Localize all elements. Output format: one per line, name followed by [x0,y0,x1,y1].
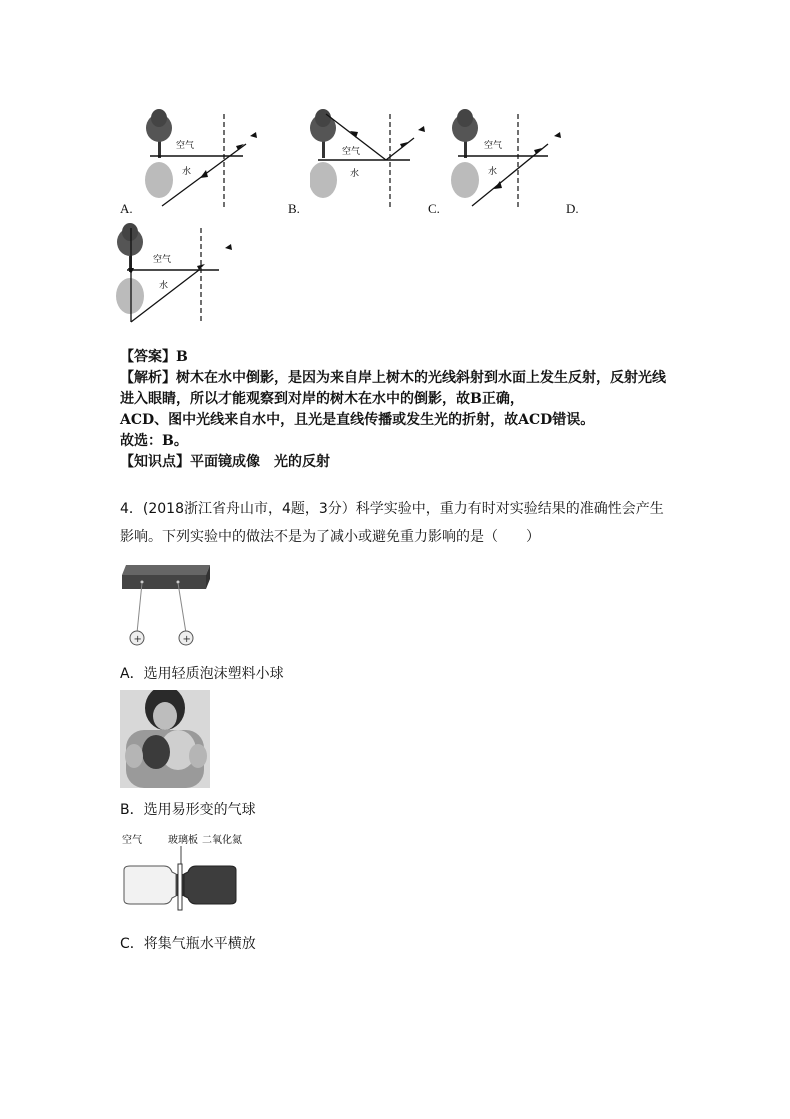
answer-label: 【答案】 [120,349,176,365]
knowledge-line [120,452,330,472]
tree-icon [145,109,173,198]
question4-line-1: 4．(2018浙江省舟山市，4题，3分）科学实验中，重力有时对实验结果的准确性会产生 [120,501,664,517]
option-a-diagram [138,108,268,210]
knowledge-label: 【知识点】 [120,454,190,470]
eye-icon [225,244,232,250]
air-label: 空气 [484,141,503,151]
water-label: 水 [159,281,169,291]
analysis-text-1: 树木在水中倒影，是因为来自岸上树木的光线斜射到水面上发生反射，反射光线 [176,370,666,386]
conclusion-line: 故选：B。 [120,433,188,449]
question4-option-b: B．选用易形变的气球 [120,802,256,818]
option-c-letter: C. [428,201,440,216]
answer-value: B [176,349,188,365]
water-label: 水 [182,167,192,177]
eye-icon [554,132,561,138]
option-d-diagram [115,222,245,324]
question4-option-a: A．选用轻质泡沫塑料小球 [120,666,284,682]
analysis-line-3: ACD、图中光线来自水中，且光是直线传播或发生光的折射，故ACD错误。 [120,412,595,428]
balloon-photo [120,690,210,788]
eye-icon [250,132,257,138]
analysis-line-1 [120,368,666,388]
answer-line [120,347,188,367]
svg-text:+: + [133,634,142,645]
svg-text:+: + [182,634,191,645]
question4-line-2: 影响。下列实验中的做法不是为了减小或避免重力影响的是（ ） [120,529,540,545]
water-label: 水 [350,169,360,179]
water-label: 水 [488,167,498,177]
air-label: 空气 [342,147,361,157]
gas-bottles-diagram [118,830,250,922]
analysis-line-2: 进入眼睛，所以才能观察到对岸的树木在水中的倒影，故B正确， [120,391,524,407]
glass-text: 玻璃板 [168,835,198,846]
tree-icon [310,109,337,198]
option-c-diagram [448,108,578,210]
option-b-letter: B. [288,201,300,216]
option-d-letter: D. [566,201,579,216]
tree-icon [451,109,479,198]
option-a-letter: A. [120,201,133,216]
question4-option-c: C．将集气瓶水平横放 [120,936,256,952]
no2-text: 二氧化氮 [202,835,242,846]
air-label: 空气 [176,141,195,151]
knowledge-value: 平面镜成像 光的反射 [190,454,330,470]
foam-balls-image [120,563,212,655]
option-b-diagram [310,108,440,210]
air-text: 空气 [122,835,142,846]
analysis-label: 【解析】 [120,370,176,386]
eye-icon [418,126,425,132]
air-label: 空气 [153,255,172,265]
